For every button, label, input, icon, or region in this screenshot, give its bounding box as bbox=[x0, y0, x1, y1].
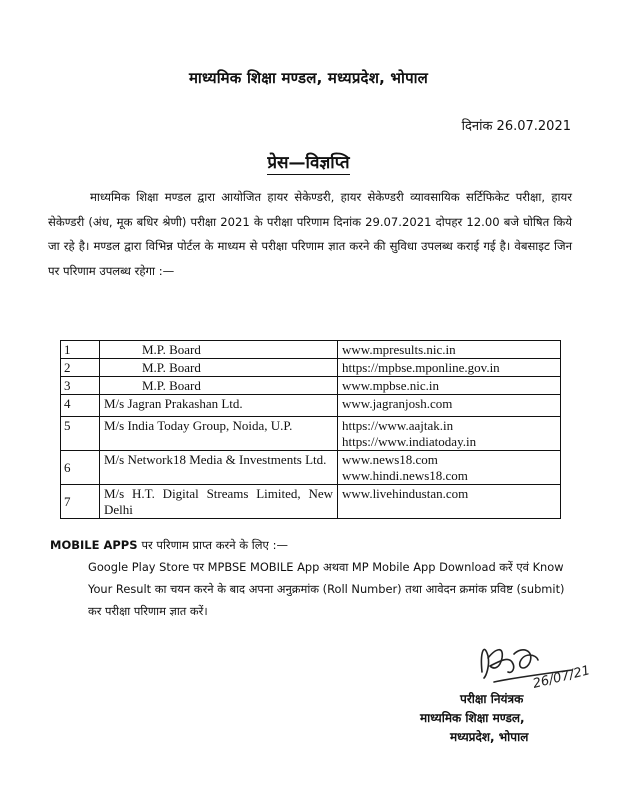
website-cell bbox=[338, 451, 561, 485]
website-link[interactable]: www.jagranjosh.com bbox=[342, 396, 453, 411]
signature-stroke bbox=[488, 650, 514, 673]
row-number: 7 bbox=[61, 485, 100, 519]
website-link[interactable]: https://www.indiatoday.in bbox=[342, 434, 477, 449]
organization-name: M.P. Board bbox=[100, 377, 338, 395]
signature-stroke bbox=[481, 649, 488, 678]
signatory-organization: माध्यमिक शिक्षा मण्डल, bbox=[420, 711, 525, 725]
signatory-title: परीक्षा नियंत्रक bbox=[460, 692, 524, 706]
website-link[interactable]: www.livehindustan.com bbox=[342, 486, 469, 501]
website-link[interactable]: www.hindi.news18.com bbox=[342, 468, 468, 483]
website-link[interactable]: https://www.aajtak.in bbox=[342, 418, 454, 433]
signature-stroke bbox=[514, 650, 538, 668]
table-row bbox=[61, 377, 561, 395]
website-link[interactable]: https://mpbse.mponline.gov.in bbox=[342, 360, 500, 375]
press-release-title-text: प्रेस—विज्ञप्ति bbox=[267, 153, 350, 173]
row-number: 1 bbox=[61, 341, 100, 359]
notice-date: दिनांक 26.07.2021 bbox=[461, 119, 571, 134]
row-number: 4 bbox=[61, 395, 100, 417]
website-link[interactable]: www.mpresults.nic.in bbox=[342, 342, 456, 357]
website-link[interactable]: www.mpbse.nic.in bbox=[342, 378, 440, 393]
organization-name: M/s India Today Group, Noida, U.P. bbox=[100, 417, 338, 451]
website-cell bbox=[338, 377, 561, 395]
signatory-city: मध्यप्रदेश, भोपाल bbox=[450, 730, 529, 744]
organization-name: M/s Jagran Prakashan Ltd. bbox=[100, 395, 338, 417]
table-row bbox=[61, 395, 561, 417]
website-cell bbox=[338, 485, 561, 519]
table-row bbox=[61, 341, 561, 359]
table-row bbox=[61, 359, 561, 377]
press-release-title bbox=[0, 150, 617, 173]
mobile-apps-heading bbox=[50, 538, 288, 553]
website-cell bbox=[338, 359, 561, 377]
row-number: 6 bbox=[61, 451, 100, 485]
intro-paragraph: माध्यमिक शिक्षा मण्डल द्वारा आयोजित हायर सेकेण्डरी, हायर सेकेण्डरी व्यावसायिक सर्टिफिकेट परीक्षा, हायर सेकेण्डरी (अंध, मूक बधिर श्रेणी) परीक्षा 2021 के परीक्षा परिणाम दिनांक 29.07.2021 दोपहर 12.00 बजे घोषित किये जा रहे है। मण्डल द्वारा विभिन्न पोर्टल के माध्यम से परीक्षा परिणाम ज्ञात करने की सुविधा उपलब्ध कराई गई है। वेबसाइट जिन पर परिणाम उपलब्ध रहेगा :— bbox=[48, 190, 572, 278]
website-cell bbox=[338, 395, 561, 417]
handwritten-signature bbox=[472, 632, 612, 696]
row-number: 3 bbox=[61, 377, 100, 395]
mobile-apps-heading-hi: पर परिणाम प्राप्त करने के लिए :— bbox=[141, 538, 288, 552]
signature-date: 26/07/21 bbox=[531, 663, 592, 692]
organization-name: M/s H.T. Digital Streams Limited, New Delhi bbox=[100, 485, 338, 519]
row-number: 2 bbox=[61, 359, 100, 377]
signatory-block bbox=[420, 690, 610, 747]
table-row bbox=[61, 485, 561, 519]
organization-name: M.P. Board bbox=[100, 359, 338, 377]
table-row bbox=[61, 451, 561, 485]
website-link[interactable]: www.news18.com bbox=[342, 452, 438, 467]
mobile-apps-heading-en: MOBILE APPS bbox=[50, 538, 138, 552]
organization-name: M/s Network18 Media & Investments Ltd. bbox=[100, 451, 338, 485]
organization-name: M.P. Board bbox=[100, 341, 338, 359]
website-cell bbox=[338, 341, 561, 359]
table-row bbox=[61, 417, 561, 451]
row-number: 5 bbox=[61, 417, 100, 451]
result-portals-table bbox=[60, 340, 561, 519]
organization-heading: माध्यमिक शिक्षा मण्डल, मध्यप्रदेश, भोपाल bbox=[188, 69, 429, 87]
mobile-apps-instructions: Google Play Store पर MPBSE MOBILE App अथवा MP Mobile App Download करें एवं Know Your Result का चयन करने के बाद अपना अनुक्रमांक (Roll Number) तथा आवेदन क्रमांक प्रविष्ट (submit) कर परीक्षा परिणाम ज्ञात करें। bbox=[88, 560, 565, 618]
website-cell bbox=[338, 417, 561, 451]
